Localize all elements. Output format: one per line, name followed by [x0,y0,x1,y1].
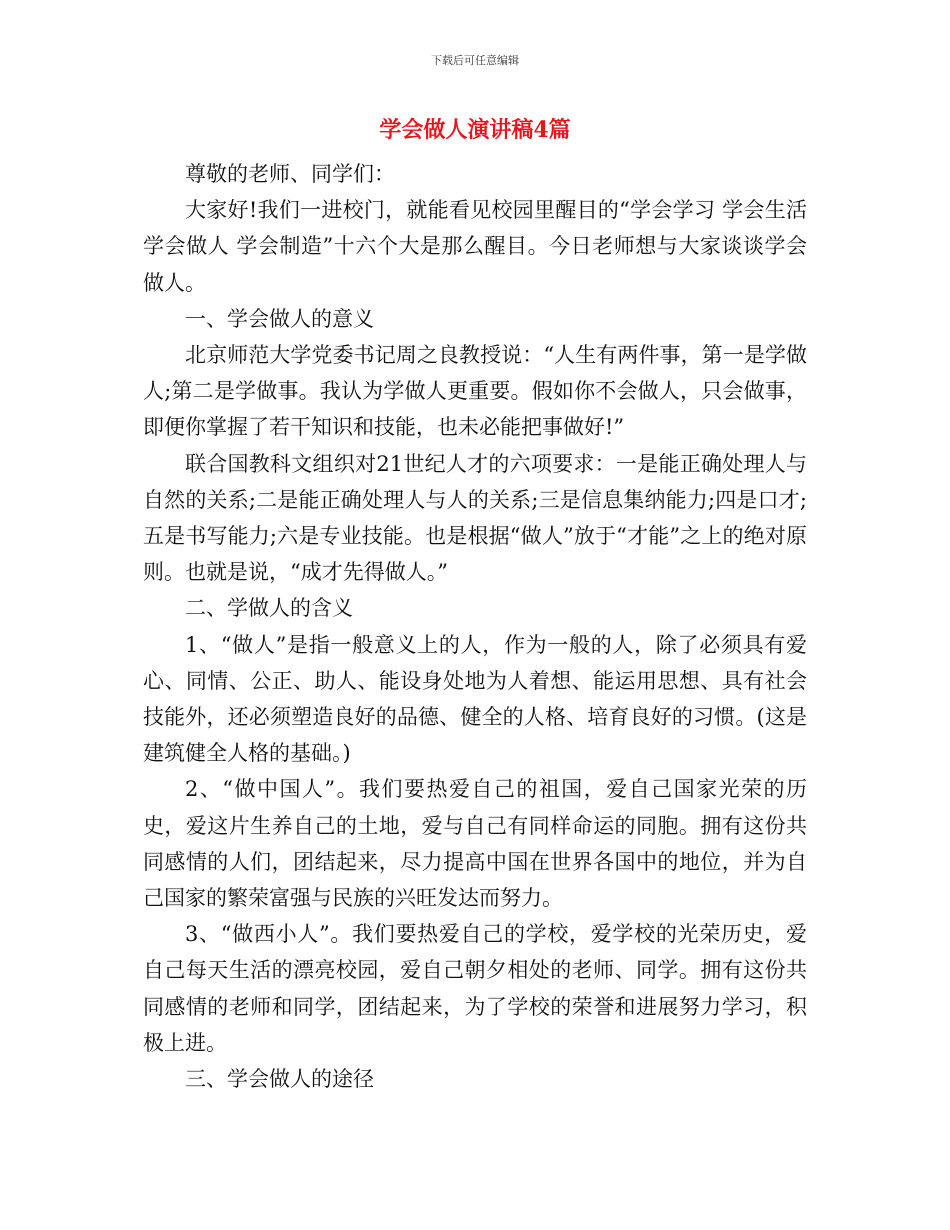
header-note: 下载后可任意编辑 [431,54,519,67]
section-heading-2: 二、学做人的含义 [185,596,353,621]
paragraph-intro: 大家好!我们一进校门，就能看见校园里醒目的“学会学习 学会生活 学会做人 学会制造”十六个大是那么醒目。今日老师想与大家谈谈学会做人。 [143,198,807,295]
section-heading-1: 一、学会做人的意义 [185,306,374,331]
document-body [143,156,807,1097]
paragraph-point-3: 3、“做西小人”。我们要热爱自己的学校，爱学校的光荣历史，爱自己每天生活的漂亮校园，爱自己朝夕相处的老师、同学。拥有这份共同感情的老师和同学，团结起来，为了学校的荣誉和进展努力学习，积极上进。 [143,922,807,1055]
paragraph-point-2: 2、“做中国人”。我们要热爱自己的祖国，爱自己国家光荣的历史，爱这片生养自己的土地，爱与自己有同样命运的同胞。拥有这份共同感情的人们，团结起来，尽力提高中国在世界各国中的地位，并为自己国家的繁荣富强与民族的兴旺发达而努力。 [143,777,807,911]
section-heading-3: 三、学会做人的途径 [185,1067,374,1092]
paragraph-unesco: 联合国教科文组织对21世纪人才的六项要求：一是能正确处理人与自然的关系;二是能正确处理人与人的关系;三是信息集纳能力;四是口才;五是书写能力;六是专业技能。也是根据“做人”放于“才能”之上的绝对原则。也就是说，“成才先得做人。” [143,451,807,585]
paragraph-quote: 北京师范大学党委书记周之良教授说：“人生有两件事，第一是学做人;第二是学做事。我认为学做人更重要。假如你不会做人，只会做事，即便你掌握了若干知识和技能，也未必能把事做好!” [143,343,807,440]
document-title: 学会做人演讲稿4篇 [379,117,571,143]
paragraph-greeting: 尊敬的老师、同学们： [185,162,395,186]
paragraph-point-1: 1、“做人”是指一般意义上的人，作为一般的人，除了必须具有爱心、同情、公正、助人、能设身处地为人着想、能运用思想、具有社会技能外，还必须塑造良好的品德、健全的人格、培育良好的习惯。(这是建筑健全人格的基础。) [143,632,807,766]
